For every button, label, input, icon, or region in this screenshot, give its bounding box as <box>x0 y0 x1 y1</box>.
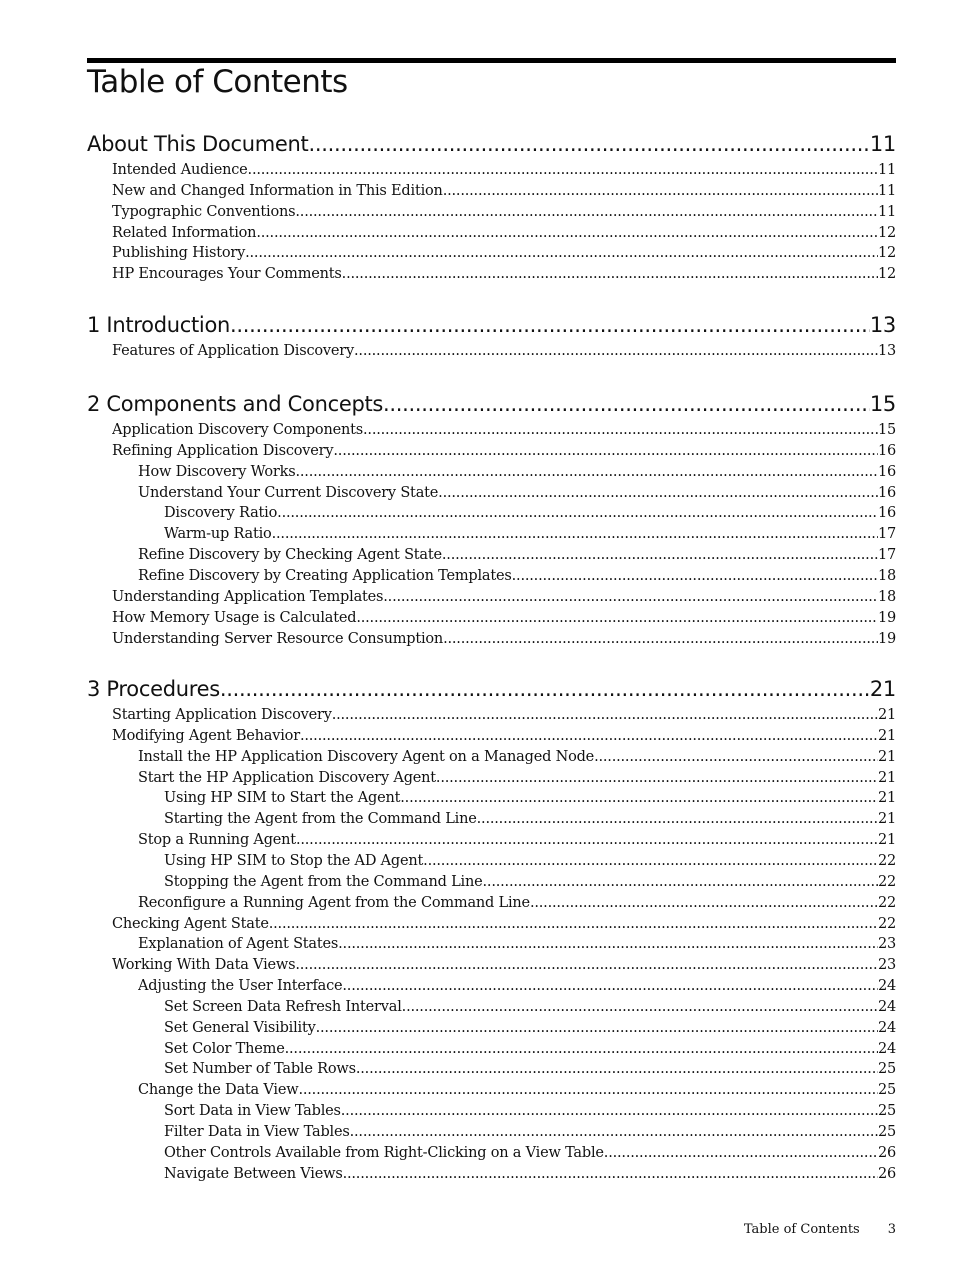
toc-entry-label: Understanding Server Resource Consumption <box>112 630 444 647</box>
toc-entry[interactable] <box>112 610 896 631</box>
toc-entry-page: 23 <box>877 957 896 974</box>
header-rule <box>87 58 896 63</box>
toc-leader-dots <box>604 1145 878 1161</box>
toc-entry-page: 25 <box>877 1061 896 1078</box>
toc-entry[interactable] <box>112 916 896 937</box>
toc-entry[interactable] <box>112 957 896 978</box>
toc-leader-dots <box>342 978 878 994</box>
toc-leader-dots <box>342 266 878 282</box>
toc-entry-page: 25 <box>877 1082 896 1099</box>
toc-entry-label: Explanation of Agent States <box>138 936 339 953</box>
toc-entry[interactable] <box>164 874 896 895</box>
toc-entry-page: 12 <box>877 224 896 241</box>
toc-entry-page: 11 <box>877 162 896 178</box>
toc-leader-dots <box>363 422 878 438</box>
toc-entry[interactable] <box>138 978 896 999</box>
toc-entry-label: How Discovery Works <box>138 463 296 480</box>
toc-entry-page: 25 <box>877 1124 896 1140</box>
toc-entry-page: 22 <box>877 873 896 890</box>
toc-entry[interactable] <box>164 526 896 547</box>
toc-leader-dots <box>295 957 878 973</box>
toc-entry-page: 21 <box>877 790 896 807</box>
toc-leader-dots <box>356 610 878 626</box>
toc-entry-label: Using HP SIM to Stop the AD Agent <box>164 852 424 869</box>
toc-entry-label: Starting the Agent from the Command Line <box>164 811 477 828</box>
toc-entry[interactable] <box>164 1166 896 1187</box>
toc-leader-dots <box>256 225 878 241</box>
toc-leader-dots <box>443 183 878 199</box>
toc-entry-page: 24 <box>877 1019 896 1036</box>
toc-entry[interactable] <box>164 1124 896 1145</box>
toc-entry-page: 21 <box>877 769 896 786</box>
toc-leader-dots <box>269 916 878 932</box>
toc-entry-page: 24 <box>877 1040 896 1057</box>
toc-entry-page: 26 <box>877 1165 896 1182</box>
toc-entry-label: Checking Agent State <box>112 915 269 932</box>
toc-leader-dots <box>316 1020 878 1036</box>
toc-entry-label: Refining Application Discovery <box>112 442 334 459</box>
toc-leader-dots <box>402 999 878 1015</box>
toc-entry[interactable] <box>164 1145 896 1166</box>
toc-entry-label: Reconfigure a Running Agent from the Command Line <box>138 894 530 911</box>
toc-leader-dots <box>300 728 878 744</box>
toc-entry-label: Working With Data Views <box>112 957 296 974</box>
toc-entry-label: Set Screen Data Refresh Interval <box>164 998 402 1015</box>
toc-entry-page: 11 <box>877 182 896 199</box>
toc-entry-page: 18 <box>877 567 896 584</box>
toc-entry-page: 23 <box>877 936 896 953</box>
toc-entry[interactable] <box>112 343 896 364</box>
toc-leader-dots <box>308 132 869 156</box>
toc-leader-dots <box>436 770 878 786</box>
toc-leader-dots <box>400 790 878 806</box>
toc-leader-dots <box>220 677 870 701</box>
toc-chapter-entry[interactable] <box>87 132 896 162</box>
toc-entry[interactable] <box>112 631 896 652</box>
toc-entry-page: 26 <box>877 1144 896 1161</box>
toc-entry-page: 22 <box>877 852 896 869</box>
toc-entry[interactable] <box>138 547 896 568</box>
toc-entry-page: 16 <box>877 442 896 459</box>
toc-leader-dots <box>438 485 878 501</box>
toc-entry[interactable] <box>112 183 896 204</box>
toc-leader-dots <box>594 749 878 765</box>
toc-entry[interactable] <box>164 811 896 832</box>
toc-entry-label: Related Information <box>112 224 257 241</box>
toc-entry-page: 22 <box>877 915 896 932</box>
toc-leader-dots <box>245 245 878 261</box>
toc-chapter-page: 21 <box>869 677 896 701</box>
toc-entry-label: Adjusting the User Interface <box>138 978 343 995</box>
toc-leader-dots <box>383 589 878 605</box>
toc-entry-label: Filter Data in View Tables <box>164 1124 350 1140</box>
toc-leader-dots <box>443 631 878 647</box>
toc-entry-label: Starting Application Discovery <box>112 707 332 723</box>
toc-entry-page: 18 <box>877 588 896 605</box>
toc-chapter-entry[interactable] <box>87 677 896 707</box>
toc-leader-dots <box>298 1082 877 1098</box>
toc-entry-page: 17 <box>877 526 896 543</box>
toc-entry-label: Other Controls Available from Right-Clicking on a View Table <box>164 1144 604 1161</box>
toc-entry-page: 16 <box>877 463 896 480</box>
page-footer <box>744 1222 896 1237</box>
toc-entry-label: Install the HP Application Discovery Agent on a Managed Node <box>138 748 595 765</box>
toc-leader-dots <box>333 443 878 459</box>
toc-entry-page: 24 <box>877 998 896 1015</box>
toc-chapter-label: About This Document <box>87 132 309 156</box>
toc-entry-page: 21 <box>877 832 896 849</box>
toc-leader-dots <box>332 707 878 723</box>
toc-entry[interactable] <box>138 1082 896 1103</box>
toc-entry[interactable] <box>112 245 896 266</box>
toc-entry[interactable] <box>112 443 896 464</box>
toc-entry-label: Modifying Agent Behavior <box>112 727 300 744</box>
toc-entry[interactable] <box>138 936 896 957</box>
toc-entry[interactable] <box>164 1103 896 1124</box>
toc-leader-dots <box>248 162 878 178</box>
toc-entry-label: Change the Data View <box>138 1082 299 1099</box>
footer-page-number: 3 <box>887 1222 896 1237</box>
toc-entry-page: 17 <box>877 547 896 564</box>
toc-entry[interactable] <box>112 225 896 246</box>
toc-entry-page: 22 <box>877 894 896 911</box>
toc-entry-page: 19 <box>877 630 896 647</box>
toc-entry-page: 21 <box>877 811 896 828</box>
toc-chapter-entry[interactable] <box>87 313 896 343</box>
toc-chapter-page: 11 <box>869 132 896 156</box>
page-title: Table of Contents <box>87 64 348 100</box>
toc-leader-dots <box>423 853 878 869</box>
toc-entry-page: 21 <box>877 707 896 723</box>
toc-entry[interactable] <box>138 485 896 506</box>
toc-entry[interactable] <box>138 895 896 916</box>
toc-entry-label: Features of Application Discovery <box>112 343 354 359</box>
toc-entry-page: 12 <box>877 266 896 283</box>
toc-entry-page: 13 <box>877 343 896 359</box>
toc-chapter-entry[interactable] <box>87 392 896 422</box>
toc-entry[interactable] <box>164 1020 896 1041</box>
toc-entry[interactable] <box>138 770 896 791</box>
toc-entry-label: Stop a Running Agent <box>138 832 296 849</box>
toc-entry[interactable] <box>112 707 896 728</box>
toc-entry[interactable] <box>112 589 896 610</box>
footer-label: Table of Contents <box>743 1222 860 1237</box>
toc-entry-label: Understand Your Current Discovery State <box>138 484 439 501</box>
toc-entry-label: Set General Visibility <box>164 1019 316 1036</box>
toc-entry[interactable] <box>138 464 896 485</box>
toc-entry-page: 21 <box>877 748 896 765</box>
toc-entry-page: 19 <box>877 609 896 626</box>
toc-leader-dots <box>356 1061 878 1077</box>
toc-entry-page: 11 <box>877 203 896 220</box>
toc-entry-label: Publishing History <box>112 245 246 262</box>
toc-entry-page: 16 <box>877 484 896 501</box>
toc-entry-label: Refine Discovery by Creating Application Templates <box>138 567 512 584</box>
toc-leader-dots <box>285 1041 878 1057</box>
toc-entry-label: How Memory Usage is Calculated <box>112 609 357 626</box>
toc-leader-dots <box>295 204 878 220</box>
toc-leader-dots <box>277 505 878 521</box>
toc-entry-label: Refine Discovery by Checking Agent State <box>138 547 442 564</box>
toc-leader-dots <box>354 343 878 359</box>
toc-entry-page: 24 <box>877 978 896 995</box>
toc-leader-dots <box>477 811 878 827</box>
toc-entry-page: 25 <box>877 1103 896 1120</box>
toc-entry[interactable] <box>112 728 896 749</box>
toc-entry[interactable] <box>164 1041 896 1062</box>
toc-entry-label: Application Discovery Components <box>112 422 363 438</box>
toc-entry[interactable] <box>112 204 896 225</box>
toc-leader-dots <box>343 1166 878 1182</box>
toc-entry[interactable] <box>164 790 896 811</box>
toc-entry-page: 15 <box>877 422 896 438</box>
toc-entry[interactable] <box>138 749 896 770</box>
toc-leader-dots <box>341 1103 878 1119</box>
toc-chapter-page: 13 <box>869 313 896 337</box>
toc-entry-label: Set Color Theme <box>164 1040 285 1057</box>
toc-entry[interactable] <box>164 505 896 526</box>
toc-entry-page: 12 <box>877 245 896 262</box>
toc-entry[interactable] <box>112 422 896 443</box>
toc-leader-dots <box>338 936 878 952</box>
toc-leader-dots <box>296 832 878 848</box>
toc-entry[interactable] <box>164 853 896 874</box>
toc-entry-label: Warm-up Ratio <box>164 526 272 543</box>
toc-entry[interactable] <box>164 1061 896 1082</box>
toc-entry[interactable] <box>112 162 896 183</box>
toc-entry-label: Start the HP Application Discovery Agent <box>138 769 436 786</box>
toc-entry-label: HP Encourages Your Comments <box>112 266 342 283</box>
toc-leader-dots <box>483 874 878 890</box>
toc-leader-dots <box>383 392 870 416</box>
toc-entry-label: Sort Data in View Tables <box>164 1103 341 1120</box>
toc-entry-page: 21 <box>877 727 896 744</box>
toc-leader-dots <box>272 526 878 542</box>
toc-entry-label: Stopping the Agent from the Command Line <box>164 873 483 890</box>
toc-entry-label: Typographic Conventions <box>112 203 296 220</box>
toc-chapter-label: 1 Introduction <box>87 313 231 337</box>
toc-entry[interactable] <box>138 832 896 853</box>
toc-entry[interactable] <box>112 266 896 287</box>
toc-entry-page: 16 <box>877 505 896 522</box>
toc-entry-label: Intended Audience <box>112 162 248 178</box>
toc-chapter-label: 3 Procedures <box>87 677 220 701</box>
toc-entry-label: Understanding Application Templates <box>112 588 384 605</box>
toc-entry-label: New and Changed Information in This Edition <box>112 182 443 199</box>
toc-entry-label: Set Number of Table Rows <box>164 1061 356 1078</box>
toc-leader-dots <box>530 895 878 911</box>
toc-leader-dots <box>295 464 877 480</box>
toc-chapter-page: 15 <box>869 392 896 416</box>
toc-leader-dots <box>512 568 878 584</box>
toc-entry-label: Discovery Ratio <box>164 505 278 522</box>
toc-leader-dots <box>230 313 870 337</box>
toc-leader-dots <box>442 547 878 563</box>
toc-entry-label: Using HP SIM to Start the Agent <box>164 790 401 807</box>
toc-chapter-label: 2 Components and Concepts <box>87 392 384 416</box>
toc-entry[interactable] <box>138 568 896 589</box>
toc-entry[interactable] <box>164 999 896 1020</box>
toc-entry-label: Navigate Between Views <box>164 1165 343 1182</box>
toc-leader-dots <box>350 1124 878 1140</box>
